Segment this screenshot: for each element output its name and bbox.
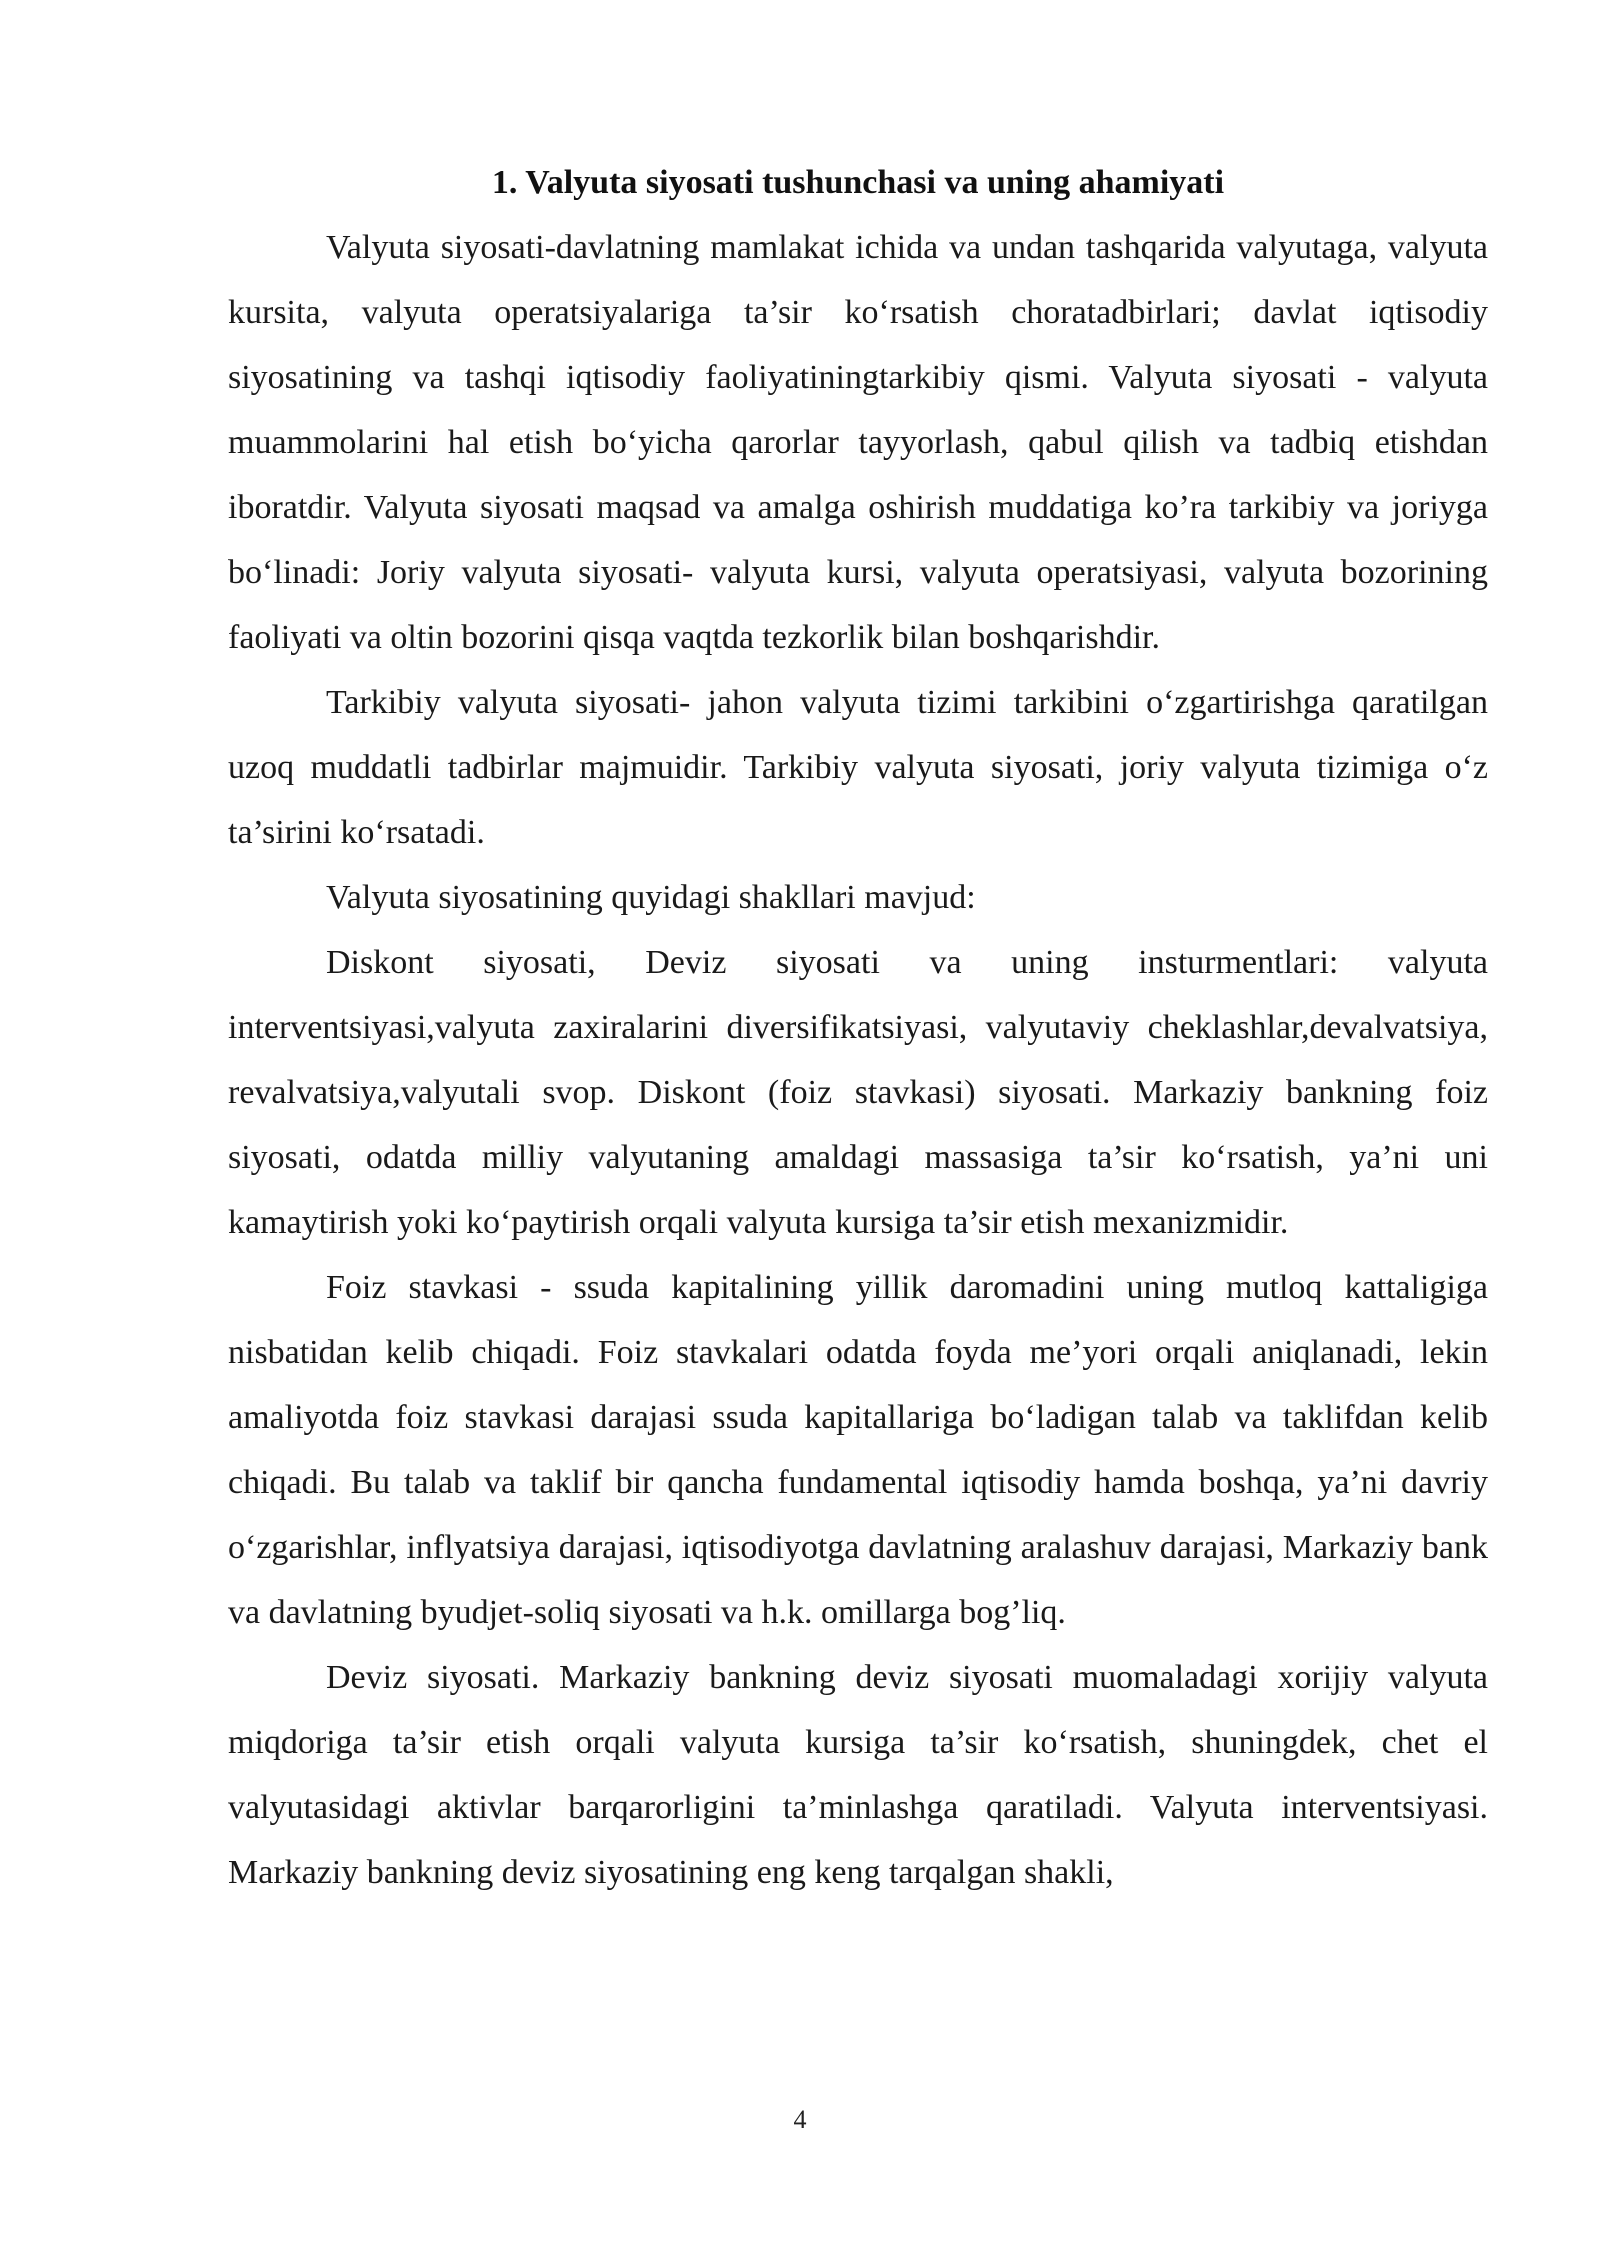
paragraph-interest-rate: Foiz stavkasi - ssuda kapitalining yillik daromadini uning mutloq kattaligiga nisbatidan kelib chiqadi. Foiz stavkalari odatda foyda me’yori orqali aniqlanadi, lekin amaliyotda foiz stavkasi darajasi ssuda kapitallariga bo‘ladigan talab va taklifdan kelib chiqadi. Bu talab va taklif bir qancha fundamental iqtisodiy hamda boshqa, ya’ni davriy o‘zgarishlar, inflyatsiya darajasi, iqtisodiyotga davlatning aralashuv darajasi, Markaziy bank va davlatning byudjet-soliq siyosati va h.k. omillarga bog’liq. (228, 1269, 1488, 1631)
document-body (228, 150, 1488, 1905)
paragraph-definition: Valyuta siyosati-davlatning mamlakat ichida va undan tashqarida valyutaga, valyuta kursita, valyuta operatsiyalariga ta’sir ko‘rsatish choratadbirlari; davlat iqtisodiy siyosatining va tashqi iqtisodiy faoliyatiningtarkibiy qismi. Valyuta siyosati - valyuta muammolarini hal etish bo‘yicha qarorlar tayyorlash, qabul qilish va tadbiq etishdan iboratdir. Valyuta siyosati maqsad va amalga oshirish muddatiga ko’ra tarkibiy va joriyga bo‘linadi: Joriy valyuta siyosati- valyuta kursi, valyuta operatsiyasi, valyuta bozorining faoliyati va oltin bozorini qisqa vaqtda tezkorlik bilan boshqarishdir. (228, 229, 1488, 656)
paragraph-discount-policy: Diskont siyosati, Deviz siyosati va uning insturmentlari: valyuta interventsiyasi,valyuta zaxiralarini diversifikatsiyasi, valyutaviy cheklashlar,devalvatsiya, revalvatsiya,valyutali svop. Diskont (foiz stavkasi) siyosati. Markaziy bankning foiz siyosati, odatda milliy valyutaning amaldagi massasiga ta’sir ko‘rsatish, ya’ni uni kamaytirish yoki ko‘paytirish orqali valyuta kursiga ta’sir etish mexanizmidir. (228, 944, 1488, 1241)
section-title: 1. Valyuta siyosati tushunchasi va uning ahamiyati (491, 164, 1225, 201)
page-number: 4 (793, 2105, 807, 2134)
paragraph-forms-intro: Valyuta siyosatining quyidagi shakllari mavjud: (326, 879, 976, 916)
paragraph-deviz-policy: Deviz siyosati. Markaziy bankning deviz siyosati muomaladagi xorijiy valyuta miqdoriga ta’sir etish orqali valyuta kursiga ta’sir ko‘rsatish, shuningdek, chet el valyutasidagi aktivlar barqarorligini ta’minlashga qaratiladi. Valyuta interventsiyasi. Markaziy bankning deviz siyosatining eng keng tarqalgan shakli, (228, 1659, 1488, 1891)
paragraph-structural-policy: Tarkibiy valyuta siyosati- jahon valyuta tizimi tarkibini o‘zgartirishga qaratilgan uzoq muddatli tadbirlar majmuidir. Tarkibiy valyuta siyosati, joriy valyuta tizimiga o‘z ta’sirini ko‘rsatadi. (228, 684, 1488, 851)
